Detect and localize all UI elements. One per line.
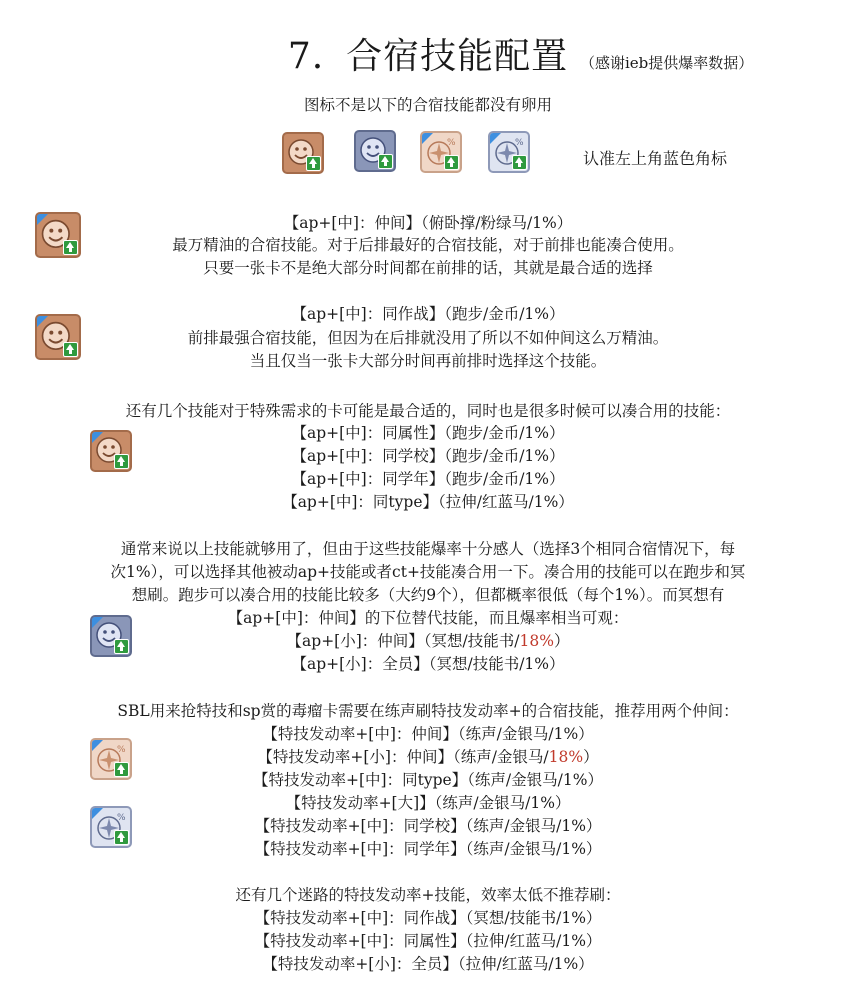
section6-intro: 还有几个迷路的特技发动率+技能，效率太低不推荐刷： [235,886,621,904]
section5-intro: SBL用来抢特技和sp赏的毒瘤卡需要在练声刷特技发动率+的合宿技能，推荐用两个仲间： [117,702,739,720]
section5-item: 【特技发动率+[中]：同type】（练声/金银马/1%） [253,771,603,789]
section3-item: 【ap+[中]：同学年】（跑步/金币/1%） [291,470,565,488]
svg-text:%: % [447,138,456,148]
section3-item: 【ap+[中]：同type】（拉伸/红蓝马/1%） [282,493,574,511]
svg-text:%: % [117,745,126,755]
section4-line: 想刷。跑步可以凑合用的技能比较多（大约9个），但都概率很低（每个1%）。而冥想有 [131,586,725,604]
svg-text:%: % [117,813,126,823]
smiley-ap-small-icon [354,130,396,172]
section4-item: 【ap+[小]：仲间】（冥想/技能书/18%） [286,632,570,650]
section-number: 7. [287,36,325,77]
section6-item: 【特技发动率+[小]：全员】（拉伸/红蓝马/1%） [262,955,594,973]
section3-item: 【ap+[中]：同学校】（跑步/金币/1%） [291,447,565,465]
section5-item: 【特技发动率+[中]：仲间】（练声/金银马/1%） [262,725,594,743]
section1-line: 最万精油的合宿技能。对于后排最好的合宿技能，对于前排也能凑合使用。 [172,236,684,254]
legend-note: 认准左上角蓝色角标 [583,149,728,168]
sparkle-skill-mid-icon [420,131,462,173]
section3-intro: 还有几个技能对于特殊需求的卡可能是最合适的，同时也是很多时候可以凑合用的技能： [125,402,731,420]
section2-line: 前排最强合宿技能，但因为在后排就没用了所以不如仲间这么万精油。 [187,329,669,347]
section6-item: 【特技发动率+[中]：同属性】（拉伸/红蓝马/1%） [254,932,602,950]
section4-item: 【ap+[小]：全员】（冥想/技能书/1%） [291,655,565,673]
section-title: 合宿技能配置 [346,36,569,77]
section4-line: 通常来说以上技能就够用了，但由于这些技能爆率十分感人（选择3个相同合宿情况下，每 [120,540,736,558]
section6-item: 【特技发动率+[中]：同作战】（冥想/技能书/1%） [254,909,602,927]
section3-item: 【ap+[中]：同属性】（跑步/金币/1%） [291,424,565,442]
section4-line: 次1%），可以选择其他被动ap+技能或者ct+技能凑合用一下。凑合用的技能可以在跑步和冥 [110,563,746,581]
section5-item: 【特技发动率+[大]】（练声/金银马/1%） [285,794,571,812]
section5-item: 【特技发动率+[中]：同学校】（练声/金银马/1%） [254,817,602,835]
section5-item: 【特技发动率+[中]：同学年】（练声/金银马/1%） [254,840,602,858]
section1-line: 只要一张卡不是绝大部分时间都在前排的话，其就是最合适的选择 [203,259,653,277]
smiley-ap-mid-icon [282,132,324,174]
section1-heading: 【ap+[中]：仲间】（俯卧撑/粉绿马/1%） [283,214,573,232]
section5-item: 【特技发动率+[小]：仲间】（练声/金银马/18%） [257,748,599,766]
drop-rate-highlight: 18% [519,632,554,650]
sparkle-skill-small-icon [488,131,530,173]
drop-rate-highlight: 18% [548,748,584,766]
svg-text:%: % [515,138,524,148]
thanks-note: （感谢ieb提供爆率数据） [580,54,754,72]
intro-text: 图标不是以下的合宿技能都没有卵用 [303,96,552,114]
section2-heading: 【ap+[中]：同作战】（跑步/金币/1%） [291,305,565,323]
section2-line: 当且仅当一张卡大部分时间再前排时选择这个技能。 [249,352,607,370]
section4-line: 【ap+[中]：仲间】的下位替代技能，而且爆率相当可观： [227,609,629,627]
